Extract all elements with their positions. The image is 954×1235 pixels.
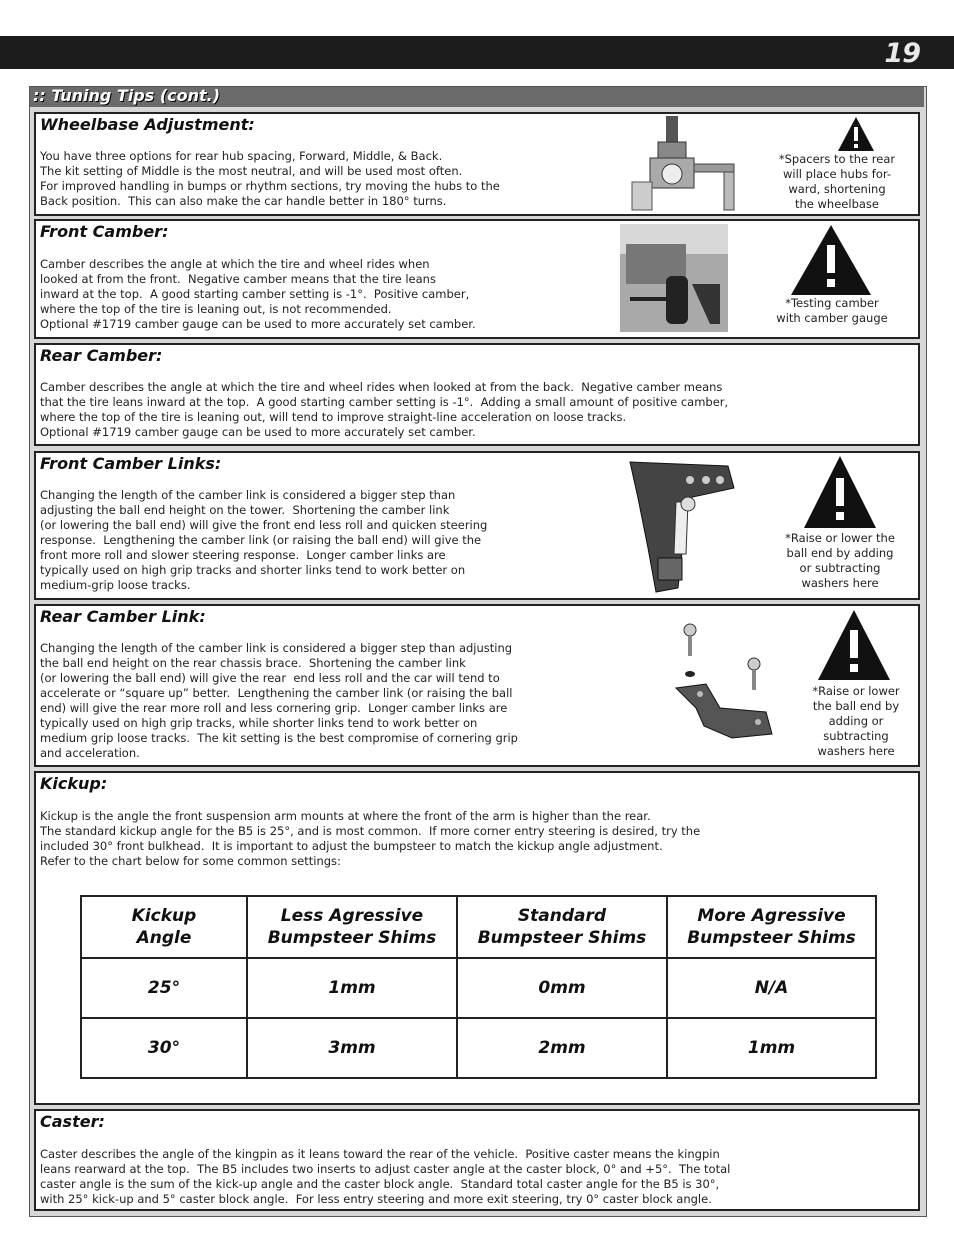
kickup-table xyxy=(80,895,877,1079)
table-cell: 2mm xyxy=(457,1018,667,1078)
wheelbase-panel xyxy=(34,112,920,216)
caster-panel xyxy=(34,1109,920,1211)
warning-triangle-icon xyxy=(838,117,874,151)
warning-triangle-icon xyxy=(818,610,890,680)
rear-camber-link-panel xyxy=(34,604,920,767)
rear-camber-link-text: Changing the length of the camber link is considered a bigger step than adjusting the ball end height on the rear chassis brace. Shortening the camber link (or lowering the ball end) will give the rear end less roll and the car will tend to accelerate or “square up” better. Lengthening the camber link (or raising the ball end) will give the rear more roll and less cornering grip. Longer camber links are typically used on high grip tracks, while shorter links tend to work better on medium grip loose tracks. The kit setting is the best compromise of cornering grip and acceleration. xyxy=(40,641,518,760)
table-cell: 1mm xyxy=(247,958,457,1018)
kickup-panel xyxy=(34,771,920,1105)
kickup-title: Kickup: xyxy=(40,774,108,793)
table-cell: 30° xyxy=(81,1018,247,1078)
table-row xyxy=(81,1018,876,1078)
rear-chassis-brace-image xyxy=(670,622,780,752)
caster-text: Caster describes the angle of the kingpin as it leans toward the rear of the vehicle. Positive caster means the kingpin leans rearward at the top. The B5 includes two inserts to adjust caster angle at the caster block, 0° and +5°. The total caster angle is the sum of the kick-up angle and the caster block angle. Standard total caster angle for the B5 is 30°, with 25° kick-up and 5° caster block angle. For less entry steering and more exit steering, try 0° caster block angle. xyxy=(40,1147,731,1206)
front-camber-links-panel xyxy=(34,451,920,600)
warning-triangle-icon xyxy=(791,225,871,295)
front-camber-title: Front Camber: xyxy=(40,222,169,241)
rear-camber-link-note: *Raise or lower the ball end by adding or subtracting washers here xyxy=(812,684,900,758)
wheelbase-text: You have three options for rear hub spacing, Forward, Middle, & Back. The kit setting of Middle is the most neutral, and will be used most often. For improved handling in bumps or rhythm sections, try moving the hubs to the Back position. This can also make the car handle better in 180° turns. xyxy=(40,149,500,208)
wheelbase-note: *Spacers to the rear will place hubs for- ward, shortening the wheelbase xyxy=(778,152,896,211)
kickup-text: Kickup is the angle the front suspension arm mounts at where the front of the arm is higher than the rear. The standard kickup angle for the B5 is 25°, and is most common. If more corner entry steering is desired, try the included 30° front bulkhead. It is important to adjust the bumpsteer to match the kickup angle adjustment. Refer to the chart below for some common settings: xyxy=(40,809,701,868)
front-camber-text: Camber describes the angle at which the tire and wheel rides when looked at from the front. Negative camber means that the tire leans inward at the top. A good starting camber setting is -1°. Positive camber, where the top of the tire is leaning out, is not recommended. Optional #1719 camber gauge can be used to more accurately set camber. xyxy=(40,257,476,331)
kickup-table-header: Kickup Angle xyxy=(81,896,247,958)
wheelbase-title: Wheelbase Adjustment: xyxy=(40,115,255,134)
rear-hub-image xyxy=(628,114,748,214)
front-camber-links-title: Front Camber Links: xyxy=(40,454,222,473)
kickup-table-header: More Agressive Bumpsteer Shims xyxy=(667,896,876,958)
kickup-table-header: Standard Bumpsteer Shims xyxy=(457,896,667,958)
rear-camber-link-title: Rear Camber Link: xyxy=(40,607,206,626)
front-camber-links-note: *Raise or lower the ball end by adding or subtracting washers here xyxy=(785,531,895,590)
front-camber-links-text: Changing the length of the camber link is considered a bigger step than adjusting the ball end height on the tower. Shortening the camber link (or lowering the ball end) will give the front end less roll and quicken steering response. Lengthening the camber link (or raising the ball end) will give the front more roll and slower steering response. Longer camber links are typically used on high grip tracks and shorter links tend to work better on medium-grip loose tracks. xyxy=(40,488,488,592)
rear-camber-text: Camber describes the angle at which the tire and wheel rides when looked at from the back. Negative camber means that the tire leans inward at the top. A good starting camber setting is -1°. Adding a small amount of positive camber, where the top of the tire is leaning out, will tend to improve straight-line acceleration on loose tracks. Optional #1719 camber gauge can be used to more accurately set camber. xyxy=(40,380,729,439)
warning-triangle-icon xyxy=(804,456,876,528)
header-bar xyxy=(0,36,954,69)
rear-camber-title: Rear Camber: xyxy=(40,346,163,365)
page-number: 19 xyxy=(884,38,920,69)
camber-tower-image xyxy=(628,458,738,596)
table-cell: 1mm xyxy=(667,1018,876,1078)
table-cell: N/A xyxy=(667,958,876,1018)
section-title: :: Tuning Tips (cont.) xyxy=(33,86,221,105)
table-cell: 25° xyxy=(81,958,247,1018)
front-camber-panel xyxy=(34,219,920,339)
camber-gauge-photo xyxy=(620,224,728,332)
rear-camber-panel xyxy=(34,343,920,446)
caster-title: Caster: xyxy=(40,1112,105,1131)
kickup-table-header: Less Agressive Bumpsteer Shims xyxy=(247,896,457,958)
table-cell: 3mm xyxy=(247,1018,457,1078)
front-camber-note: *Testing camber with camber gauge xyxy=(776,296,888,325)
table-row xyxy=(81,958,876,1018)
kickup-table-header-row xyxy=(81,896,876,958)
table-cell: 0mm xyxy=(457,958,667,1018)
